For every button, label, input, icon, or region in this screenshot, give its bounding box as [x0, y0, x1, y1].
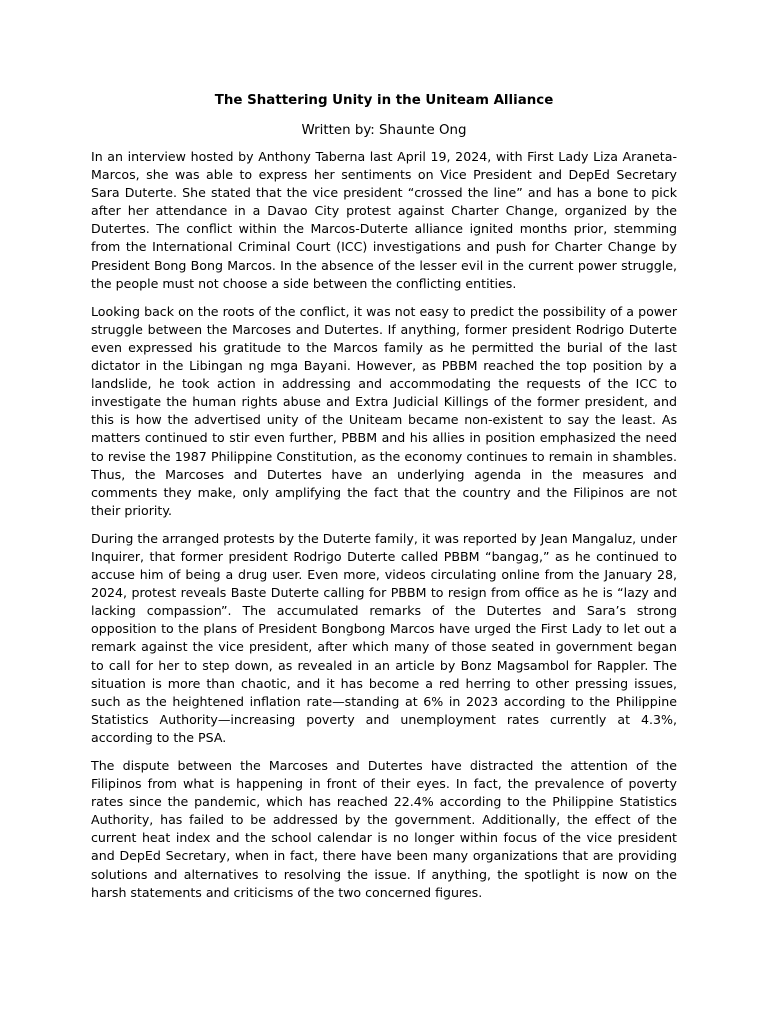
document-page: [91, 92, 677, 902]
author-byline: Written by: Shaunte Ong: [301, 123, 467, 138]
body-paragraph-1: In an interview hosted by Anthony Taberna last April 19, 2024, with First Lady Liza Araneta-Marcos, she was able to express her sentiments on Vice President and DepEd Secretary Sara Duterte. She stated that the vice president “crossed the line” and has a bone to pick after her attendance in a Davao City protest against Charter Change, organized by the Dutertes. The conflict within the Marcos-Duterte alliance ignited months prior, stemming from the International Criminal Court (ICC) investigations and push for Charter Change by President Bong Bong Marcos. In the absence of the lesser evil in the current power struggle, the people must not choose a side between the conflicting entities.: [91, 149, 677, 291]
document-title: The Shattering Unity in the Uniteam Alliance: [214, 93, 554, 108]
body-paragraph-3: During the arranged protests by the Duterte family, it was reported by Jean Mangaluz, under Inquirer, that former president Rodrigo Duterte called PBBM “bangag,” as he continued to accuse him of being a drug user. Even more, videos circulating online from the January 28, 2024, protest reveals Baste Duterte calling for PBBM to resign from office as he is “lazy and lacking compassion”. The accumulated remarks of the Dutertes and Sara’s strong opposition to the plans of President Bongbong Marcos have urged the First Lady to let out a remark against the vice president, after which many of those seated in government began to call for her to step down, as revealed in an article by Bonz Magsambol for Rappler. The situation is more than chaotic, and it has become a red herring to other pressing issues, such as the heightened inflation rate—standing at 6% in 2023 according to the Philippine Statistics Authority—increasing poverty and unemployment rates currently at 4.3%, according to the PSA.: [91, 530, 677, 745]
body-paragraph-2: Looking back on the roots of the conflict, it was not easy to predict the possibility of a power struggle between the Marcoses and Dutertes. If anything, former president Rodrigo Duterte even expressed his gratitude to the Marcos family as he permitted the burial of the last dictator in the Libingan ng mga Bayani. However, as PBBM reached the top position by a landslide, he took action in addressing and accommodating the requests of the ICC to investigate the human rights abuse and Extra Judicial Killings of the former president, and this is how the advertised unity of the Uniteam became non-existent to say the least. As matters continued to stir even further, PBBM and his allies in position emphasized the need to revise the 1987 Philippine Constitution, as the economy continues to remain in shambles. Thus, the Marcoses and Dutertes have an underlying agenda in the measures and comments they make, only amplifying the fact that the country and the Filipinos are not their priority.: [91, 303, 677, 518]
body-paragraph-4: The dispute between the Marcoses and Dutertes have distracted the attention of the Filipinos from what is happening in front of their eyes. In fact, the prevalence of poverty rates since the pandemic, which has reached 22.4% according to the Philippine Statistics Authority, has failed to be addressed by the government. Additionally, the effect of the current heat index and the school calendar is no longer within focus of the vice president and DepEd Secretary, when in fact, there have been many organizations that are providing solutions and alternatives to resolving the issue. If anything, the spotlight is now on the harsh statements and criticisms of the two concerned figures.: [91, 758, 677, 900]
